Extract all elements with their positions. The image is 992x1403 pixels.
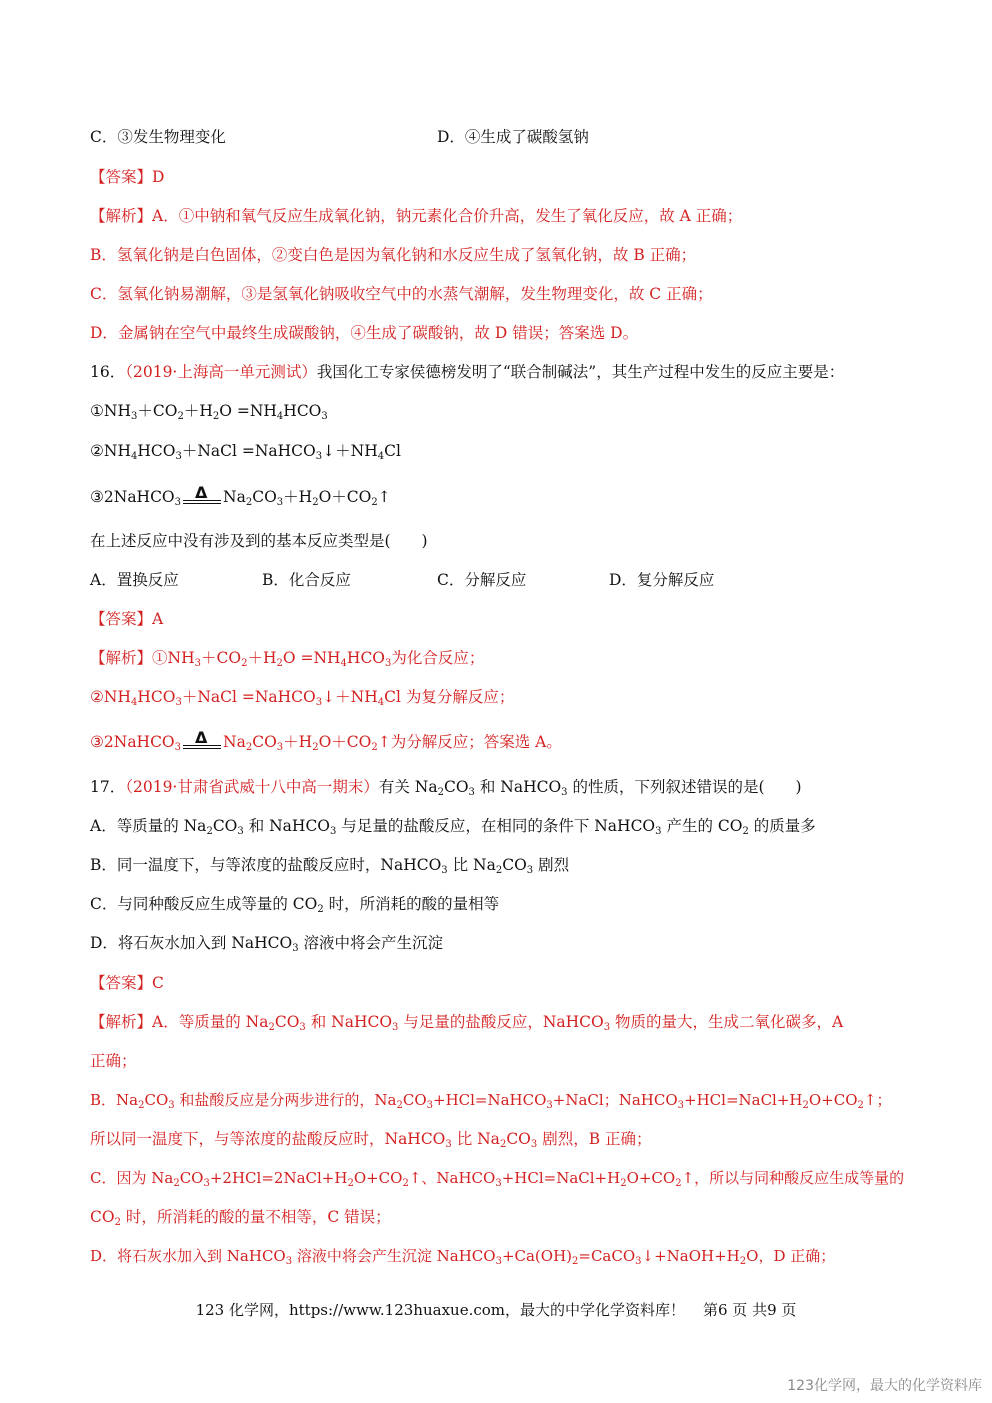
- q16-analysis-2: $②NH_4HCO_3+NaCl$ $=NaHCO_3↓+NH_4Cl$ 为复分解反应；: [90, 688, 515, 708]
- q17-analysis-a-cont: 正确；: [90, 1052, 137, 1070]
- q17-answer: [90, 972, 164, 994]
- q16-answer: [90, 608, 163, 630]
- answer-tag: 【答案】: [90, 168, 153, 186]
- analysis-text: A．①中钠和氧气反应生成氧化钠，钠元素化合价升高，发生了氧化反应，故 A 正确；: [152, 207, 743, 225]
- question-number: 17．: [90, 778, 126, 796]
- q16-option-d: D．复分解反应: [609, 571, 715, 589]
- q16-analysis-1: 【解析】$①NH_3+CO_2+H_2O =NH_4HCO_3$为化合反应；: [90, 649, 485, 669]
- q16-option-c: C．分解反应: [437, 571, 527, 589]
- q16-reaction-3: ③2NaHCO$_3$ Δ $Na_2CO_3+H_2O+CO_2↑$: [90, 483, 391, 508]
- answer-value: D: [152, 168, 165, 186]
- q17-analysis-b-cont: 所以同一温度下，与等浓度的盐酸反应时，NaHCO$_3$ 比 $Na_2CO_3$ 剧烈，B 正确；: [90, 1130, 652, 1150]
- q17-analysis-b: B．$Na_2CO_3$ 和盐酸反应是分两步进行的，$Na_2CO_3+HCl=NaHCO_3+NaCl$；$NaHCO_3+HCl=NaCl+H_2O+CO_2↑$；: [90, 1091, 892, 1111]
- q17-option-b: B．同一温度下，与等浓度的盐酸反应时，NaHCO$_3$ 比 $Na_2CO_3$ 剧烈: [90, 856, 570, 876]
- q17-analysis-c-cont: $CO_2$ 时，所消耗的酸的量不相等，C 错误；: [90, 1208, 391, 1228]
- q16-analysis-3: ③2NaHCO$_3$ Δ $Na_2CO_3+H_2O+CO_2↑$为分解反应；答案选 A。: [90, 728, 562, 753]
- q15-option-c: C．③发生物理变化: [90, 128, 226, 146]
- q16-reaction-2: $②NH_4HCO_3+NaCl$ $=NaHCO_3↓+NH_4Cl$: [90, 442, 401, 462]
- q16-option-b: B．化合反应: [262, 571, 351, 589]
- watermark: 123化学网，最大的化学资料库: [787, 1378, 982, 1394]
- answer-tag: 【答案】: [90, 610, 153, 628]
- q16-question: 在上述反应中没有涉及到的基本反应类型是( ): [90, 532, 428, 550]
- answer-value: A: [152, 610, 164, 628]
- heating-condition-mark: Δ: [181, 731, 223, 753]
- q16-option-a: A．置换反应: [90, 571, 179, 589]
- q17-stem: 17．（2019·甘肃省武威十八中高一期末）有关 $Na_2CO_3$ 和 NaHCO$_3$ 的性质，下列叙述错误的是( ): [90, 778, 802, 798]
- analysis-tag: 【解析】: [90, 207, 153, 225]
- heating-condition-mark: Δ: [181, 486, 223, 508]
- q16-stem: [90, 361, 844, 383]
- q16-reaction-1: $①NH_3+CO_2+H_2O =NH_4HCO_3$: [90, 402, 328, 422]
- q17-analysis-d: D．将石灰水加入到 NaHCO$_3$ 溶液中将会产生沉淀 $NaHCO_3+Ca(OH)_2=CaCO_3↓+NaOH+H_2O$，D 正确；: [90, 1247, 836, 1267]
- q15-answer: [90, 166, 164, 188]
- q17-option-d: D．将石灰水加入到 NaHCO$_3$ 溶液中将会产生沉淀: [90, 934, 444, 954]
- q17-option-a: A．等质量的 $Na_2CO_3$ 和 NaHCO$_3$ 与足量的盐酸反应，在相同的条件下 NaHCO$_3$ 产生的 $CO_2$ 的质量多: [90, 817, 816, 837]
- q15-analysis-d: D．金属钠在空气中最终生成碳酸钠，④生成了碳酸钠，故 D 错误；答案选 D。: [90, 324, 639, 342]
- q17-analysis-a: 【解析】A．等质量的 $Na_2CO_3$ 和 NaHCO$_3$ 与足量的盐酸反应，NaHCO$_3$ 物质的量大，生成二氧化碳多，A: [90, 1013, 844, 1033]
- footer-text: 123 化学网，https://www.123huaxue.com，最大的中学化学资料库！: [195, 1301, 685, 1319]
- question-source: （2019·上海高一单元测试）: [125, 363, 317, 381]
- q17-analysis-c: C．因为 $Na_2CO_3+2HCl=2NaCl+H_2O+CO_2↑$、$NaHCO_3+HCl=NaCl+H_2O+CO_2↑$，所以与同种酸反应生成等量的: [90, 1169, 905, 1189]
- q15-analysis-a: [90, 205, 742, 227]
- answer-tag: 【答案】: [90, 974, 153, 992]
- q15-analysis-b: B．氢氧化钠是白色固体，②变白色是因为氧化钠和水反应生成了氢氧化钠，故 B 正确；: [90, 246, 697, 264]
- answer-value: C: [152, 974, 164, 992]
- page-footer: [0, 1299, 992, 1320]
- question-number: 16．: [90, 363, 126, 381]
- question-source: （2019·甘肃省武威十八中高一期末）: [125, 778, 379, 796]
- q15-analysis-c: C．氢氧化钠易潮解，③是氢氧化钠吸收空气中的水蒸气潮解，发生物理变化，故 C 正确；: [90, 285, 713, 303]
- q17-option-c: C．与同种酸反应生成等量的 $CO_2$ 时，所消耗的酸的量相等: [90, 895, 500, 915]
- q15-option-d: D．④生成了碳酸氢钠: [437, 128, 589, 146]
- page-number: 第6 页 共9 页: [703, 1301, 797, 1319]
- question-text: 我国化工专家侯德榜发明了“联合制碱法”，其生产过程中发生的反应主要是：: [316, 363, 845, 381]
